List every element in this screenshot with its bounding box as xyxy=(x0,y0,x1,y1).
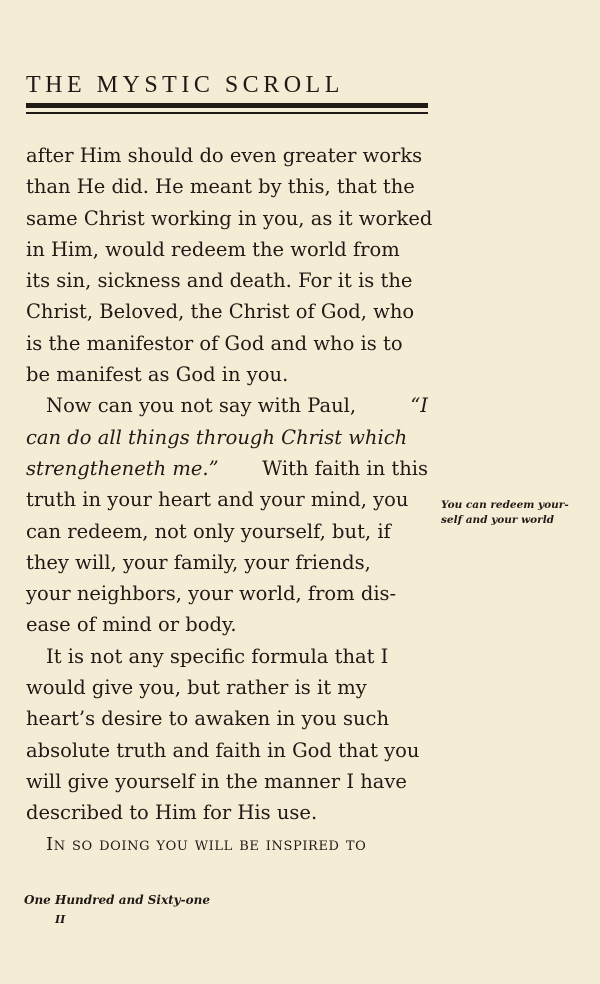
text-line xyxy=(26,484,428,515)
text-line-content: in Him, would redeem the world from xyxy=(26,237,400,261)
text-line xyxy=(26,453,428,484)
text-line-content: With faith in this xyxy=(262,456,428,480)
text-line xyxy=(26,766,428,797)
text-line-content: truth in your heart and your mind, you xyxy=(26,488,409,512)
text-line-content: would give you, but rather is it my xyxy=(26,676,367,700)
text-line xyxy=(26,140,428,171)
text-line-content: same Christ working in you, as it worked xyxy=(26,206,433,230)
text-line xyxy=(26,171,428,202)
body-text xyxy=(26,140,433,860)
quote-text: strengtheneth me.” xyxy=(26,456,219,480)
text-line-content: be manifest as God in you. xyxy=(26,363,289,387)
closing-line xyxy=(26,829,428,860)
text-line xyxy=(26,265,428,296)
text-line-content: its sin, sickness and death. For it is the xyxy=(26,269,413,293)
margin-note xyxy=(441,498,569,528)
text-line-content: than He did. He meant by this, that the xyxy=(26,175,415,199)
page-number: One Hundred and Sixty-one xyxy=(24,893,210,907)
quote-text: “I xyxy=(410,394,428,418)
text-line-content: can redeem, not only yourself, but, if xyxy=(26,519,391,543)
text-line xyxy=(26,203,433,234)
margin-note-line: You can redeem your- xyxy=(441,499,569,511)
running-title: THE MYSTIC SCROLL xyxy=(26,72,344,98)
text-line xyxy=(26,234,428,265)
header-rule-thick xyxy=(26,103,428,108)
text-line xyxy=(26,703,428,734)
text-line-content: It is not any specific formula that I xyxy=(46,644,389,668)
text-line-content: Christ, Beloved, the Christ of God, who xyxy=(26,300,415,324)
text-line xyxy=(26,609,428,640)
text-line-content: absolute truth and faith in God that you xyxy=(26,738,420,762)
text-line xyxy=(26,578,428,609)
text-line xyxy=(26,516,428,547)
text-line xyxy=(26,641,428,672)
quote-text: can do all things through Christ which xyxy=(26,425,408,449)
text-line-content: they will, your family, your friends, xyxy=(26,550,371,574)
text-line xyxy=(26,547,428,578)
text-line-content: your neighbors, your world, from dis- xyxy=(26,582,397,606)
text-line xyxy=(26,390,428,421)
text-line xyxy=(26,328,428,359)
text-line-content: is the manifestor of God and who is to xyxy=(26,331,403,355)
signature-mark: II xyxy=(55,913,66,926)
margin-note-line: self and your world xyxy=(441,514,555,526)
text-line xyxy=(26,797,428,828)
text-line xyxy=(26,296,428,327)
header-rule-thin xyxy=(26,112,428,114)
text-line-content: will give yourself in the manner I have xyxy=(26,769,407,793)
text-line-content: heart’s desire to awaken in you such xyxy=(26,707,389,731)
text-line-content: after Him should do even greater works xyxy=(26,144,423,167)
text-line-content: In so doing you will be inspired to xyxy=(46,833,367,855)
text-line xyxy=(26,735,428,766)
text-line-content: ease of mind or body. xyxy=(26,613,237,637)
text-line-content: Now can you not say with Paul, xyxy=(46,394,357,418)
text-line-content: described to Him for His use. xyxy=(26,801,318,825)
text-line xyxy=(26,359,428,390)
text-line xyxy=(26,422,428,453)
text-line xyxy=(26,672,428,703)
